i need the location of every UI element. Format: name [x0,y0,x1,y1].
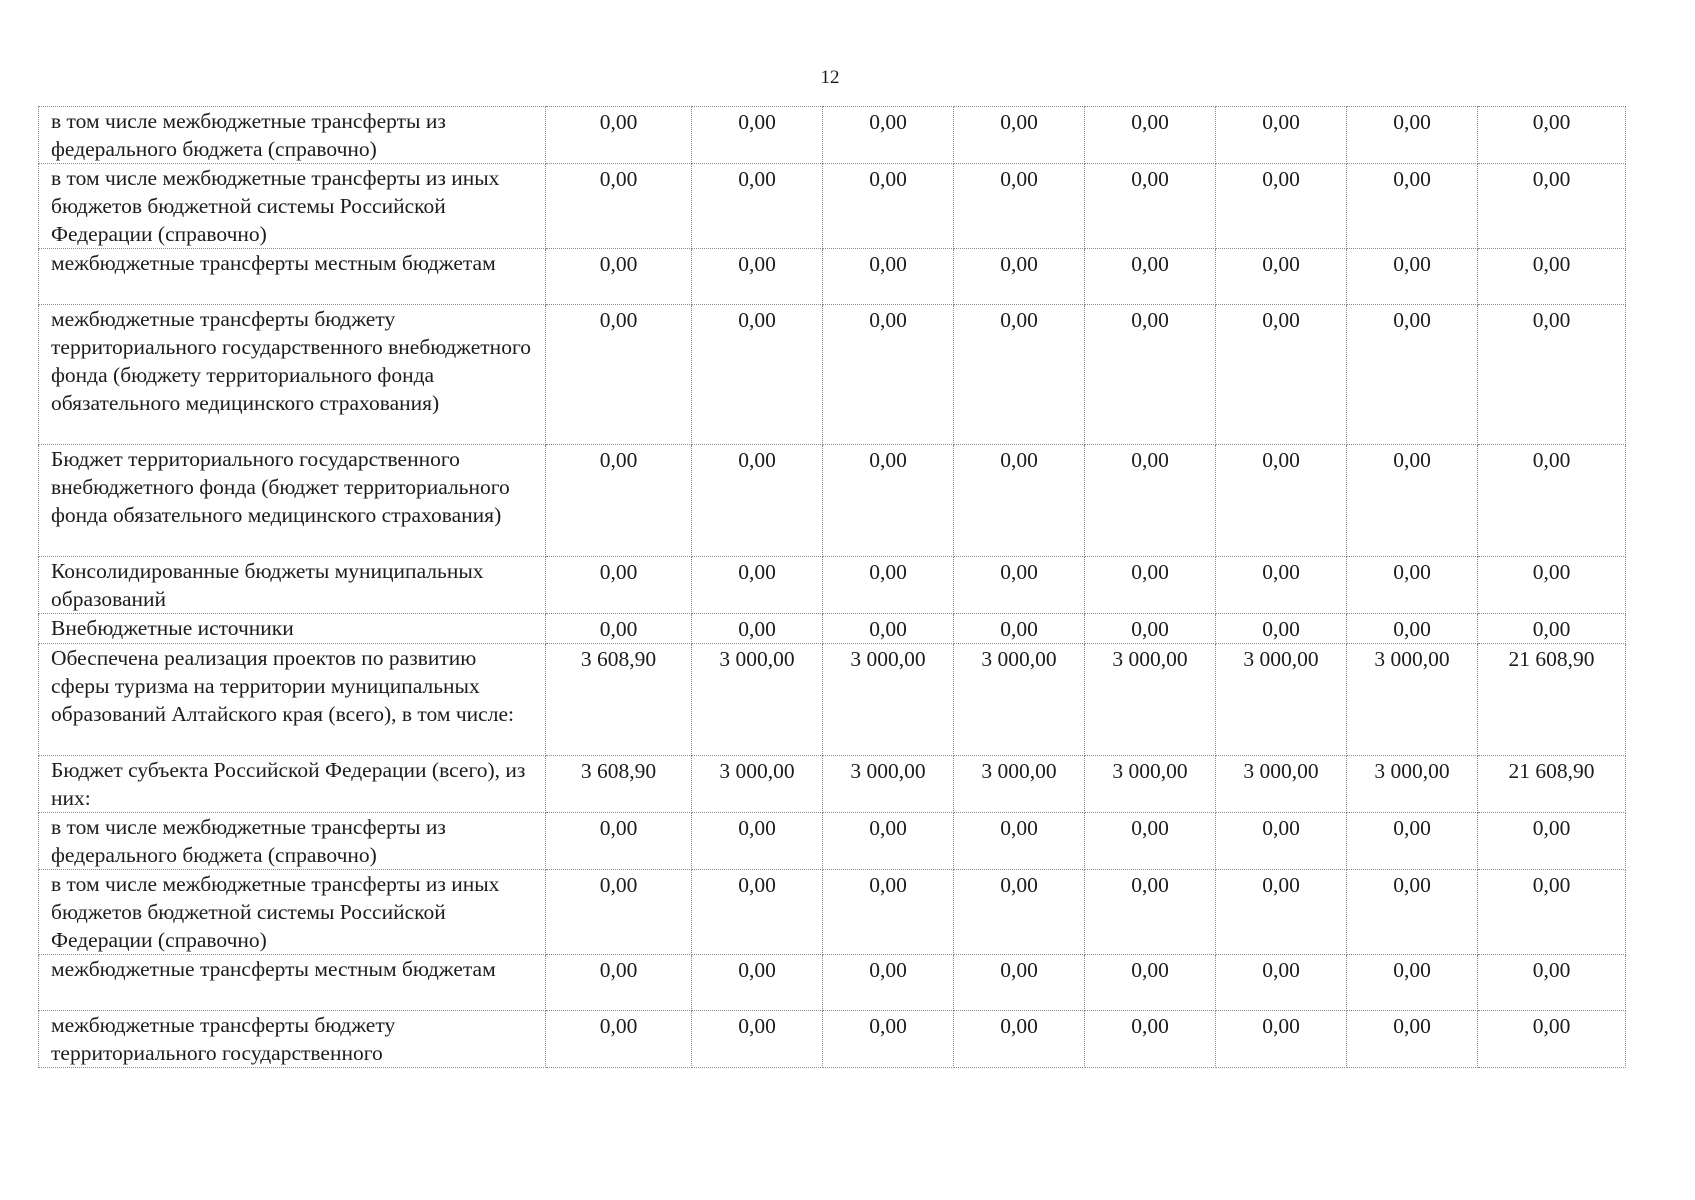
value-cell: 0,00 [823,107,954,164]
value-cell: 0,00 [1478,445,1626,557]
value-cell: 0,00 [1478,1011,1626,1068]
value-cell: 0,00 [954,614,1085,644]
value-cell: 0,00 [692,557,823,614]
value-cell: 3 608,90 [546,644,692,756]
table-row [39,164,1626,249]
value-cell: 0,00 [1216,107,1347,164]
value-cell: 0,00 [1347,614,1478,644]
table-row [39,813,1626,870]
value-cell: 0,00 [1347,813,1478,870]
value-cell: 0,00 [823,557,954,614]
value-cell: 0,00 [692,107,823,164]
value-cell: 0,00 [1478,955,1626,1011]
value-cell: 0,00 [1085,870,1216,955]
value-cell: 0,00 [1085,614,1216,644]
table-body [39,107,1626,1068]
value-cell: 0,00 [1347,955,1478,1011]
value-cell: 3 000,00 [1216,756,1347,813]
value-cell: 0,00 [1478,164,1626,249]
value-cell: 0,00 [692,445,823,557]
value-cell: 0,00 [1216,813,1347,870]
row-label: Консолидированные бюджеты муниципальных образований [39,557,546,614]
value-cell: 0,00 [1347,305,1478,445]
value-cell: 3 000,00 [692,644,823,756]
value-cell: 0,00 [692,164,823,249]
value-cell: 0,00 [954,955,1085,1011]
value-cell: 0,00 [546,305,692,445]
row-label: в том числе межбюджетные трансферты из иных бюджетов бюджетной системы Российской Федерации (справочно) [39,164,546,249]
table-row [39,445,1626,557]
value-cell: 0,00 [1478,614,1626,644]
value-cell: 0,00 [1085,557,1216,614]
value-cell: 0,00 [823,870,954,955]
value-cell: 0,00 [1478,249,1626,305]
value-cell: 0,00 [954,870,1085,955]
value-cell: 3 000,00 [823,756,954,813]
value-cell: 0,00 [954,164,1085,249]
value-cell: 21 608,90 [1478,756,1626,813]
value-cell: 0,00 [1216,557,1347,614]
value-cell: 0,00 [546,249,692,305]
value-cell: 0,00 [692,813,823,870]
value-cell: 0,00 [1216,445,1347,557]
table-row [39,557,1626,614]
value-cell: 0,00 [546,1011,692,1068]
value-cell: 0,00 [954,813,1085,870]
value-cell: 0,00 [1085,813,1216,870]
row-label: Бюджет территориального государственного внебюджетного фонда (бюджет территориального фонда обязательного медицинского страхования) [39,445,546,557]
value-cell: 0,00 [954,445,1085,557]
value-cell: 0,00 [692,870,823,955]
row-label: в том числе межбюджетные трансферты из федерального бюджета (справочно) [39,813,546,870]
value-cell: 0,00 [823,955,954,1011]
row-label: в том числе межбюджетные трансферты из иных бюджетов бюджетной системы Российской Федерации (справочно) [39,870,546,955]
value-cell: 0,00 [954,249,1085,305]
value-cell: 3 000,00 [1347,644,1478,756]
value-cell: 3 000,00 [692,756,823,813]
value-cell: 3 608,90 [546,756,692,813]
value-cell: 0,00 [1347,164,1478,249]
value-cell: 0,00 [823,813,954,870]
value-cell: 0,00 [1085,107,1216,164]
value-cell: 0,00 [954,107,1085,164]
value-cell: 0,00 [546,870,692,955]
value-cell: 0,00 [1216,1011,1347,1068]
table-row [39,1011,1626,1068]
value-cell: 0,00 [1347,1011,1478,1068]
value-cell: 0,00 [1216,305,1347,445]
table-row [39,305,1626,445]
row-label: Обеспечена реализация проектов по развитию сферы туризма на территории муниципальных образований Алтайского края (всего), в том числе: [39,644,546,756]
row-label: Бюджет субъекта Российской Федерации (всего), из них: [39,756,546,813]
row-label: Внебюджетные источники [39,614,546,644]
value-cell: 0,00 [1347,445,1478,557]
value-cell: 0,00 [823,305,954,445]
value-cell: 0,00 [1085,305,1216,445]
value-cell: 0,00 [1347,557,1478,614]
value-cell: 0,00 [1478,870,1626,955]
value-cell: 3 000,00 [954,756,1085,813]
value-cell: 0,00 [1085,164,1216,249]
value-cell: 0,00 [823,1011,954,1068]
value-cell: 0,00 [1085,249,1216,305]
value-cell: 0,00 [1216,870,1347,955]
value-cell: 0,00 [1216,164,1347,249]
value-cell: 21 608,90 [1478,644,1626,756]
row-label: в том числе межбюджетные трансферты из федерального бюджета (справочно) [39,107,546,164]
value-cell: 3 000,00 [1085,644,1216,756]
table-row [39,870,1626,955]
table-row [39,756,1626,813]
value-cell: 0,00 [823,614,954,644]
value-cell: 0,00 [1085,445,1216,557]
value-cell: 0,00 [823,164,954,249]
value-cell: 0,00 [546,107,692,164]
value-cell: 0,00 [1478,557,1626,614]
value-cell: 3 000,00 [954,644,1085,756]
value-cell: 0,00 [1478,813,1626,870]
value-cell: 0,00 [692,249,823,305]
value-cell: 3 000,00 [823,644,954,756]
value-cell: 0,00 [546,445,692,557]
value-cell: 0,00 [1478,107,1626,164]
value-cell: 0,00 [954,305,1085,445]
row-label: межбюджетные трансферты бюджету территориального государственного [39,1011,546,1068]
value-cell: 0,00 [1085,1011,1216,1068]
value-cell: 0,00 [1085,955,1216,1011]
value-cell: 0,00 [1347,870,1478,955]
value-cell: 0,00 [546,614,692,644]
value-cell: 0,00 [546,557,692,614]
value-cell: 3 000,00 [1085,756,1216,813]
value-cell: 0,00 [954,557,1085,614]
value-cell: 0,00 [692,1011,823,1068]
value-cell: 0,00 [692,955,823,1011]
value-cell: 0,00 [823,249,954,305]
value-cell: 0,00 [1216,614,1347,644]
value-cell: 0,00 [954,1011,1085,1068]
row-label: межбюджетные трансферты местным бюджетам [39,955,546,1011]
value-cell: 0,00 [1216,249,1347,305]
value-cell: 0,00 [546,164,692,249]
value-cell: 3 000,00 [1216,644,1347,756]
value-cell: 0,00 [1478,305,1626,445]
value-cell: 0,00 [692,305,823,445]
value-cell: 0,00 [692,614,823,644]
table-row [39,644,1626,756]
budget-table [38,106,1626,1068]
row-label: межбюджетные трансферты местным бюджетам [39,249,546,305]
value-cell: 0,00 [1216,955,1347,1011]
value-cell: 0,00 [546,813,692,870]
table-row [39,107,1626,164]
table-row [39,249,1626,305]
value-cell: 3 000,00 [1347,756,1478,813]
value-cell: 0,00 [1347,249,1478,305]
value-cell: 0,00 [823,445,954,557]
row-label: межбюджетные трансферты бюджету территориального государственного внебюджетного фонда (бюджету территориального фонда обязательного медицинского страхования) [39,305,546,445]
table-row [39,955,1626,1011]
value-cell: 0,00 [546,955,692,1011]
value-cell: 0,00 [1347,107,1478,164]
table-row [39,614,1626,644]
page-number: 12 [820,67,840,88]
